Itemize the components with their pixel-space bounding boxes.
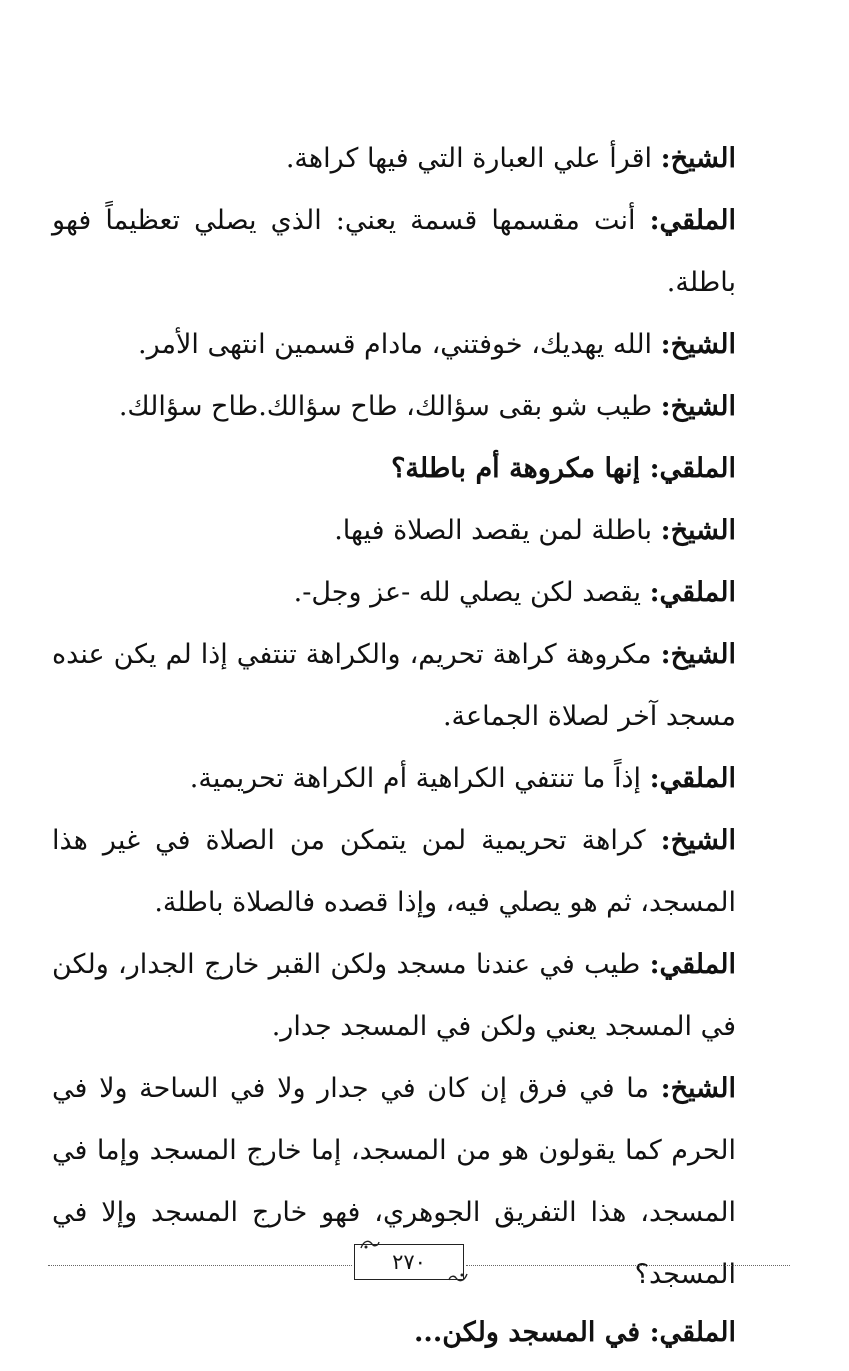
speaker-label: الملقي: <box>649 949 736 980</box>
paragraph-text: الله يهديك، خوفتني، مادام قسمين انتهى الأمر. <box>138 329 661 360</box>
paragraph-1 <box>52 128 794 190</box>
paragraph-text: في المسجد ولكن... <box>414 1317 650 1348</box>
paragraph-2 <box>52 190 794 314</box>
paragraph-text: باطلة لمن يقصد الصلاة فيها. <box>334 515 661 546</box>
paragraph-6 <box>52 500 794 562</box>
paragraph-text: كراهة تحريمية لمن يتمكن من الصلاة في غير هذا المسجد، ثم هو يصلي فيه، وإذا قصده فالصلاة باطلة. <box>52 825 736 918</box>
paragraph-text: إنها مكروهة أم باطلة؟ <box>391 453 650 484</box>
paragraph-7 <box>52 562 794 624</box>
speaker-label: الملقي: <box>649 205 736 236</box>
speaker-label: الملقي: <box>649 763 736 794</box>
paragraph-text: طيب شو بقى سؤالك، طاح سؤالك.طاح سؤالك. <box>118 391 661 422</box>
paragraph-10 <box>52 810 794 934</box>
corner-ornament-icon <box>448 1270 468 1284</box>
paragraph-text: أنت مقسمها قسمة يعني: الذي يصلي تعظيماً فهو باطلة. <box>52 205 736 298</box>
paragraph-4 <box>52 376 794 438</box>
speaker-label: الشيخ: <box>660 329 736 360</box>
paragraph-11 <box>52 934 794 1058</box>
paragraph-text: مكروهة كراهة تحريم، والكراهة تنتفي إذا لم يكن عنده مسجد آخر لصلاة الجماعة. <box>52 639 736 732</box>
paragraph-text: اقرأ علي العبارة التي فيها كراهة. <box>285 143 661 174</box>
paragraph-5 <box>52 438 794 500</box>
speaker-label: الشيخ: <box>660 1073 736 1104</box>
paragraph-8 <box>52 624 794 748</box>
page-number: ٢٧٠ <box>354 1244 464 1280</box>
footer-divider-left <box>48 1265 352 1266</box>
paragraph-text: طيب في عندنا مسجد ولكن القبر خارج الجدار، ولكن في المسجد يعني ولكن في المسجد جدار. <box>52 949 736 1042</box>
footer-divider-right <box>466 1265 790 1266</box>
paragraph-13 <box>52 1302 794 1364</box>
speaker-label: الملقي: <box>649 577 736 608</box>
dialogue-text <box>52 128 794 1364</box>
speaker-label: الشيخ: <box>660 639 736 670</box>
paragraph-text: ما في فرق إن كان في جدار ولا في الساحة ولا في الحرم كما يقولون هو من المسجد، إما خارج المسجد وإما في المسجد، هذا التفريق الجوهري، فهو خارج المسجد وإلا في المسجد؟ <box>52 1073 736 1290</box>
speaker-label: الشيخ: <box>660 515 736 546</box>
speaker-label: الشيخ: <box>660 825 736 856</box>
paragraph-3 <box>52 314 794 376</box>
paragraph-9 <box>52 748 794 810</box>
speaker-label: الملقي: <box>649 1317 736 1348</box>
speaker-label: الملقي: <box>649 453 736 484</box>
speaker-label: الشيخ: <box>660 391 736 422</box>
speaker-label: الشيخ: <box>660 143 736 174</box>
paragraph-text: إذاً ما تنتفي الكراهية أم الكراهة تحريمية. <box>189 763 650 794</box>
paragraph-text: يقصد لكن يصلي لله -عز وجل-. <box>293 577 650 608</box>
